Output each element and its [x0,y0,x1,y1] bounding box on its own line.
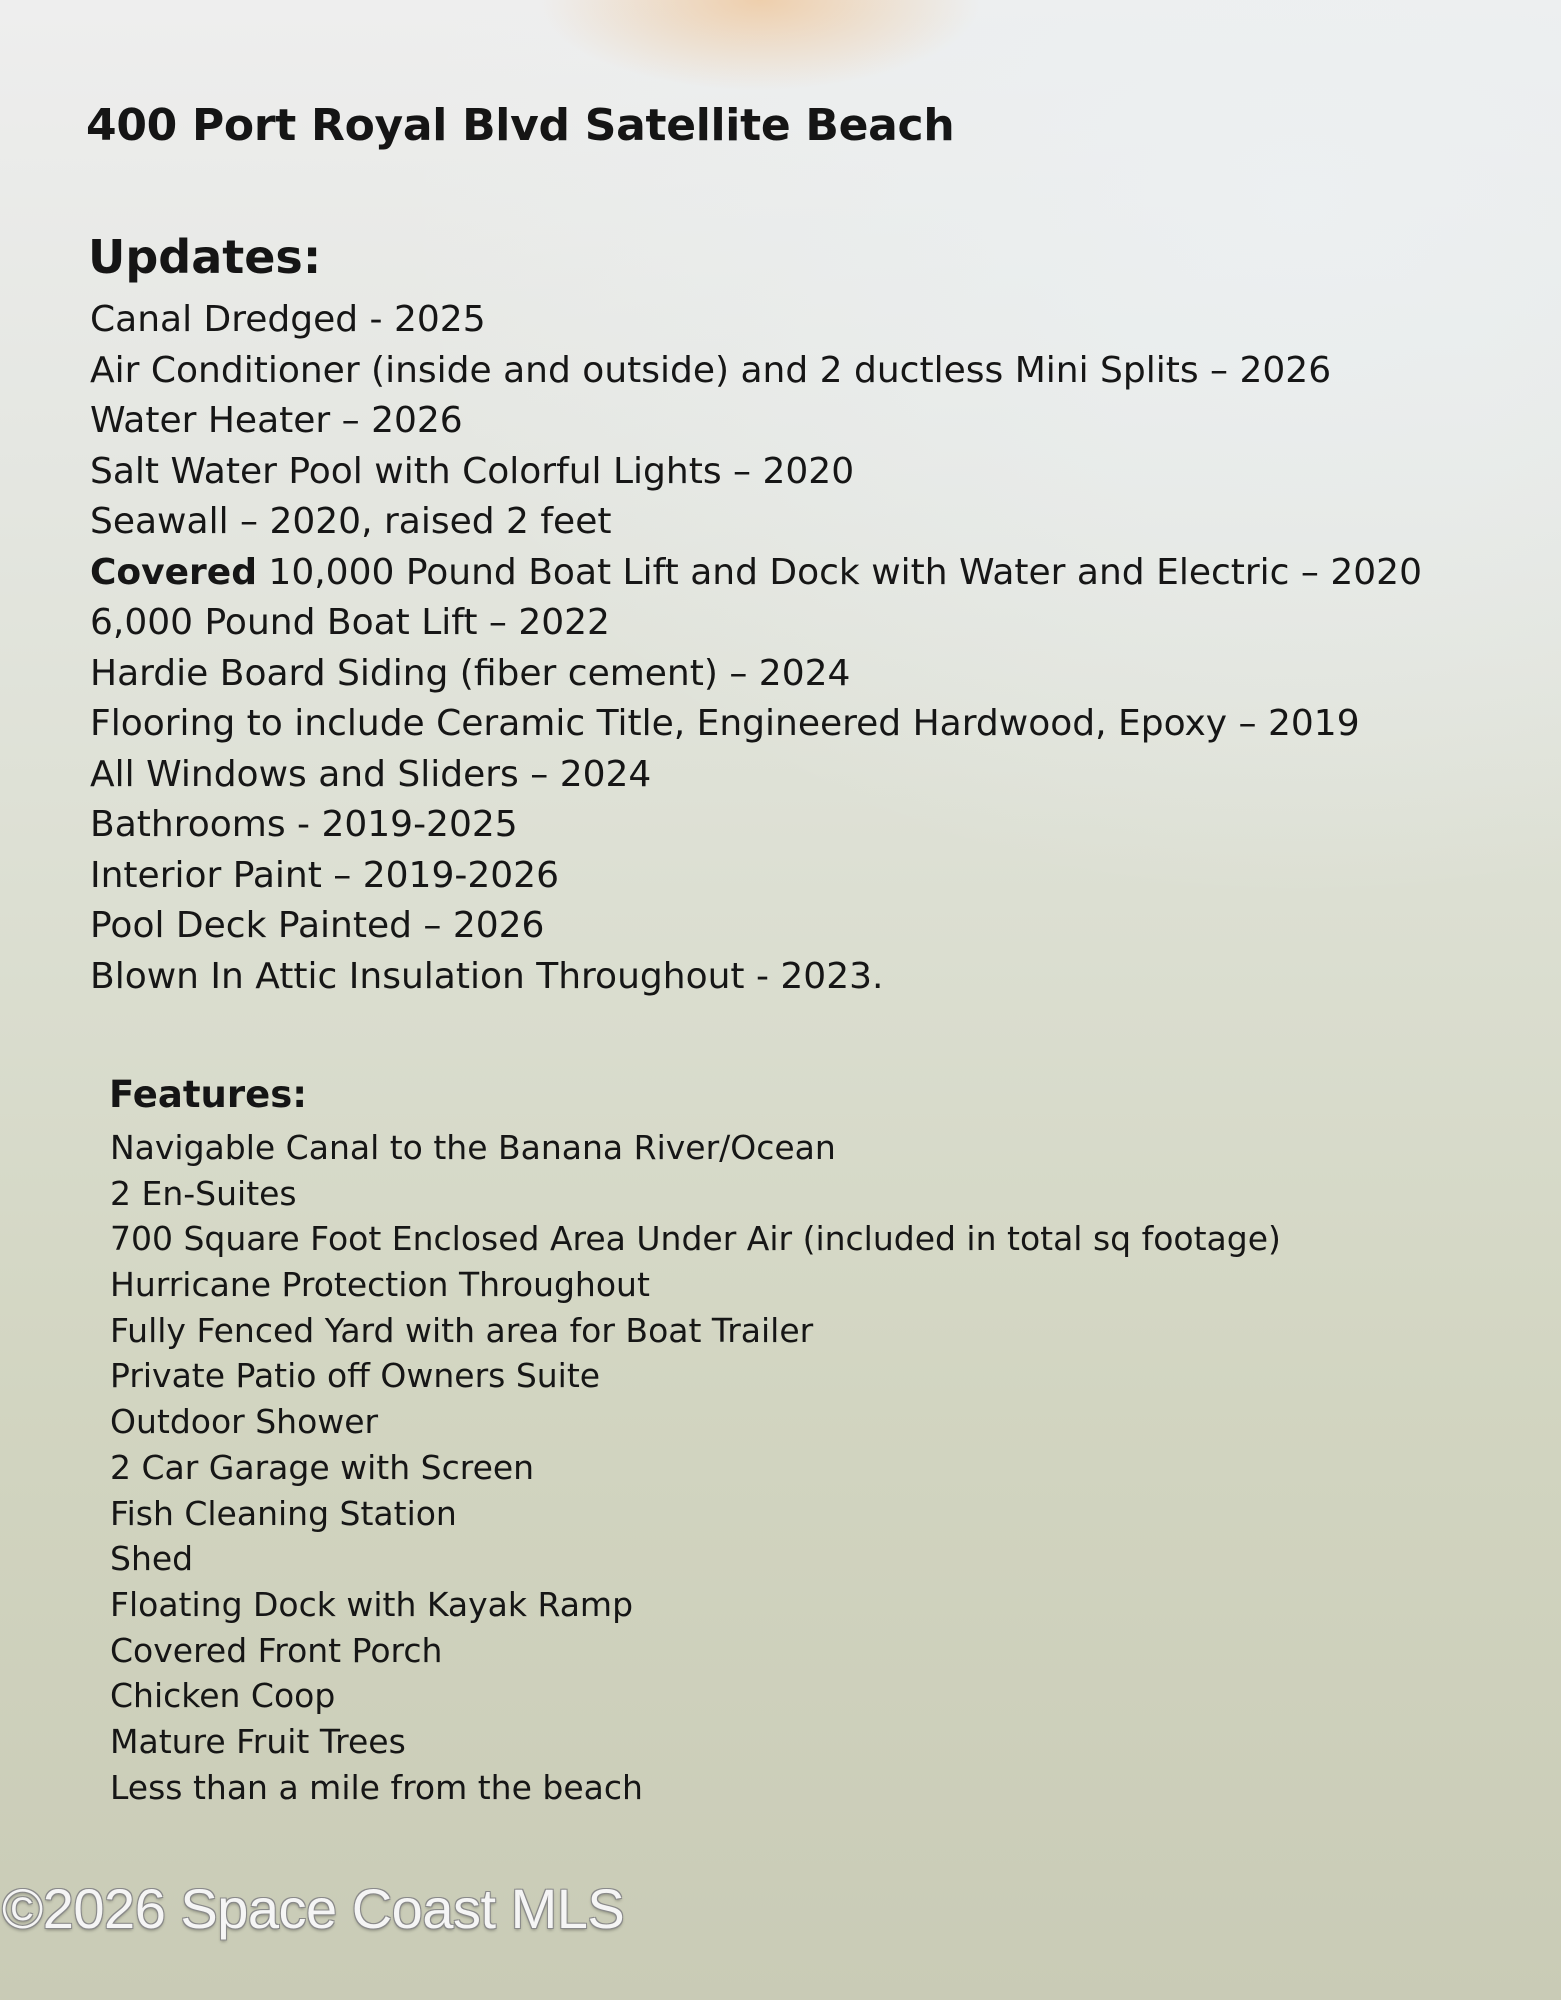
update-item: Seawall – 2020, raised 2 feet [90,501,612,542]
update-item: Water Heater – 2026 [90,400,463,441]
features-list [110,1125,1281,1810]
feature-item: 2 Car Garage with Screen [110,1447,535,1487]
feature-item: Fish Cleaning Station [110,1493,457,1533]
update-item: Covered 10,000 Pound Boat Lift and Dock with Water and Electric – 2020 [90,551,1422,593]
feature-item: Chicken Coop [110,1676,336,1716]
page-title: 400 Port Royal Blvd Satellite Beach [86,100,955,151]
feature-item: 2 En-Suites [110,1173,297,1213]
update-item: Salt Water Pool with Colorful Lights – 2020 [90,450,855,492]
update-item: Canal Dredged - 2025 [90,299,486,340]
feature-item: Covered Front Porch [110,1630,443,1670]
feature-item: Floating Dock with Kayak Ramp [110,1584,634,1624]
update-item: 6,000 Pound Boat Lift – 2022 [90,602,610,643]
features-heading: Features: [109,1073,308,1116]
update-item: Flooring to include Ceramic Title, Engineered Hardwood, Epoxy – 2019 [90,703,1360,744]
feature-item: Fully Fenced Yard with area for Boat Trailer [110,1310,814,1350]
update-item: Interior Paint – 2019-2026 [90,854,559,896]
feature-item: Outdoor Shower [110,1402,379,1442]
feature-item: Mature Fruit Trees [110,1721,406,1761]
feature-item: Shed [110,1539,194,1579]
feature-item: 700 Square Foot Enclosed Area Under Air (included in total sq footage) [110,1219,1281,1259]
feature-item: Less than a mile from the beach [110,1767,643,1807]
update-item: Blown In Attic Insulation Throughout - 2023. [90,955,884,997]
feature-item: Private Patio off Owners Suite [110,1356,601,1396]
update-item: Pool Deck Painted – 2026 [90,905,545,946]
update-item: Air Conditioner (inside and outside) and 2 ductless Mini Splits – 2026 [90,349,1332,391]
update-item: Hardie Board Siding (fiber cement) – 2024 [90,652,851,694]
updates-heading: Updates: [88,230,322,284]
feature-item: Hurricane Protection Throughout [110,1265,650,1305]
copyright-watermark: ©2026 Space Coast MLS [2,1877,625,1940]
update-item: All Windows and Sliders – 2024 [90,753,652,795]
emphasis-text: Covered [90,551,257,593]
feature-item: Navigable Canal to the Banana River/Ocean [110,1128,836,1167]
update-item: Bathrooms - 2019-2025 [90,804,518,845]
updates-list [90,295,1422,1002]
